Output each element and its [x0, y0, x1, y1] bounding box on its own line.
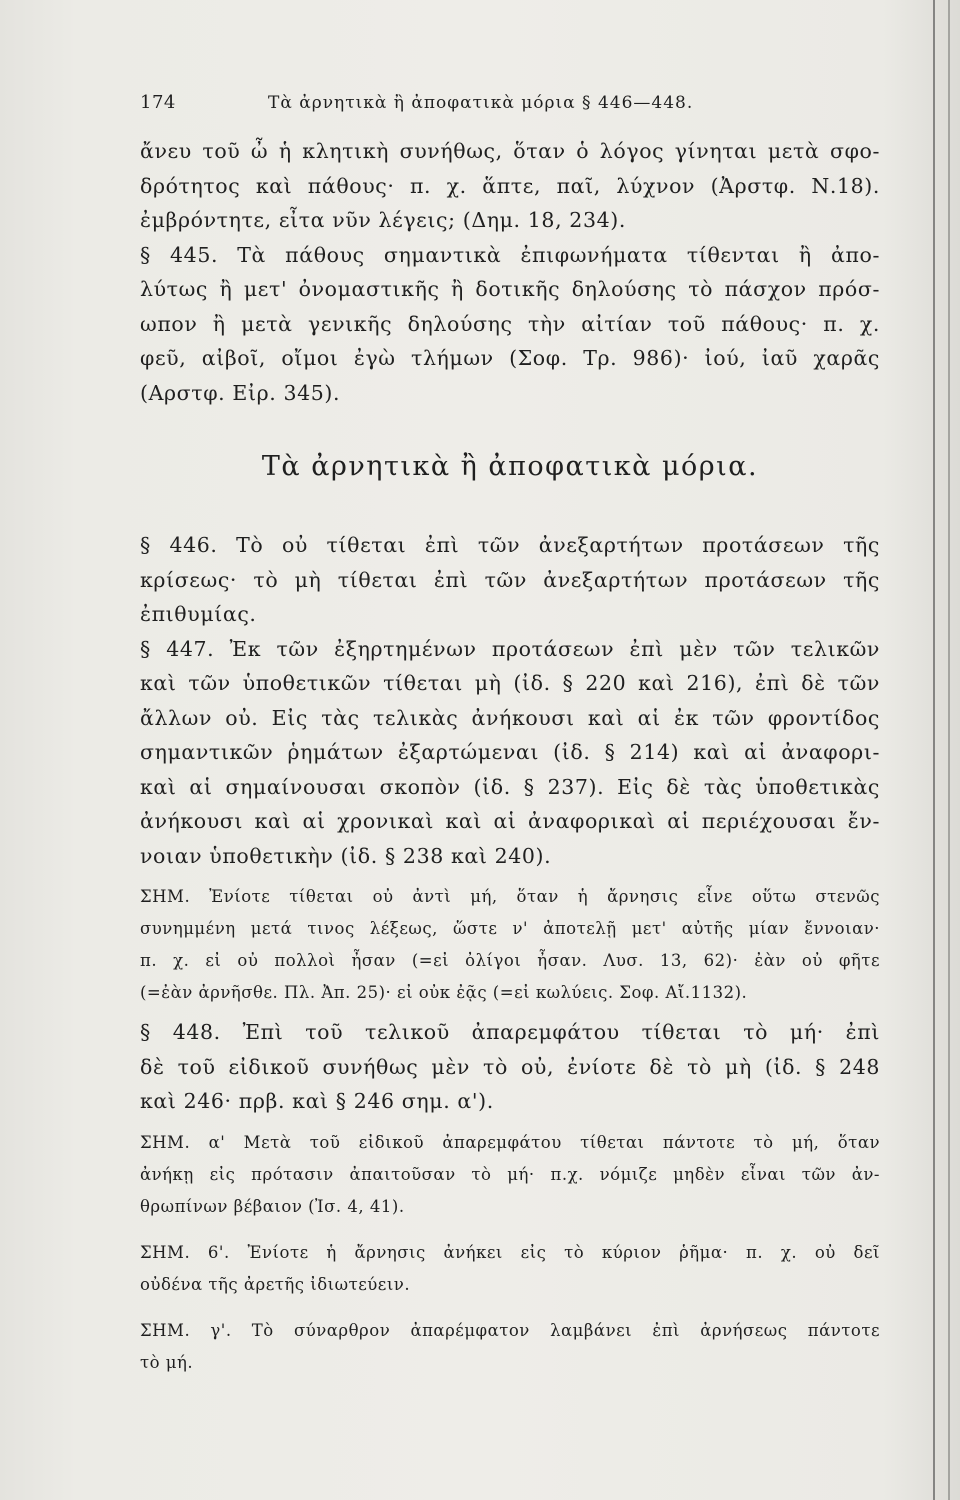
note-line: ΣΗΜ. γ'. Τὸ σύναρθρον ἀπαρέμφατον λαμβάνει ἐπὶ ἀρνήσεως πάντοτε [140, 1320, 880, 1340]
note-447 [140, 881, 880, 1009]
running-head: Τὰ ἀρνητικὰ ἢ ἀποφατικὰ μόρια § 446—448. [268, 93, 694, 113]
text-line: ἄλλων οὐ. Εἰς τὰς τελικὰς ἀνήκουσι καὶ αἱ ἐκ τῶν φροντίδος [140, 705, 880, 730]
note-line: ΣΗΜ. Ἐνίοτε τίθεται οὐ ἀντὶ μή, ὅταν ἡ ἄρνησις εἶνε οὕτω στενῶς [140, 887, 880, 906]
note-448-b [140, 1237, 880, 1301]
page-number: 174 [140, 92, 176, 113]
text-line: § 446. Τὸ οὐ τίθεται ἐπὶ τῶν ἀνεξαρτήτων προτάσεων τῆς [140, 533, 880, 557]
note-line: ΣΗΜ. α' Μετὰ τοῦ εἰδικοῦ ἀπαρεμφάτου τίθεται πάντοτε τὸ μή, ὅταν [140, 1132, 880, 1152]
note-448-a [140, 1127, 880, 1223]
paragraph-445 [140, 238, 880, 411]
intro-paragraph [140, 134, 880, 238]
text-line: καὶ 246· πρβ. καὶ § 246 σημ. α'). [140, 1089, 494, 1113]
text-line: καὶ αἱ σημαίνουσαι σκοπὸν (ἰδ. § 237). Εἰς δὲ τὰς ὑποθετικὰς [140, 774, 880, 799]
page-edge-line-outer [948, 0, 950, 1500]
page-edge-line [933, 0, 935, 1500]
note-line: ΣΗΜ. 6'. Ἐνίοτε ἡ ἄρνησις ἀνήκει εἰς τὸ κύριον ῥῆμα· π. χ. οὐ δεῖ [140, 1242, 880, 1262]
note-line: ἀνήκῃ εἰς πρότασιν ἀπαιτοῦσαν τὸ μή· π.χ. νόμιζε μηδὲν εἶναι τῶν ἀν- [140, 1164, 880, 1184]
page-header [140, 92, 880, 122]
text-line: § 445. Τὰ πάθους σημαντικὰ ἐπιφωνήματα τίθενται ἢ ἀπο- [140, 242, 880, 267]
text-line: ἄνευ τοῦ ὦ ἡ κλητικὴ συνήθως, ὅταν ὁ λόγος γίνηται μετὰ σφο- [140, 139, 880, 163]
page-content [140, 92, 880, 1379]
note-448-c [140, 1315, 880, 1379]
text-line: νοιαν ὑποθετικὴν (ἰδ. § 238 καὶ 240). [140, 843, 552, 868]
paragraph-446 [140, 528, 880, 632]
text-line: δὲ τοῦ εἰδικοῦ συνήθως μὲν τὸ οὐ, ἐνίοτε δὲ τὸ μὴ (ἰδ. § 248 [140, 1054, 880, 1079]
text-line: ἀνήκουσι καὶ αἱ χρονικαὶ καὶ αἱ ἀναφορικαὶ αἱ περιέχουσαι ἔν- [140, 809, 880, 833]
note-line: οὐδένα τῆς ἀρετῆς ἰδιωτεύειν. [140, 1274, 411, 1294]
note-line: θρωπίνων βέβαιον (Ἰσ. 4, 41). [140, 1196, 405, 1216]
text-line: καὶ τῶν ὑποθετικῶν τίθεται μὴ (ἰδ. § 220 καὶ 216), ἐπὶ δὲ τῶν [140, 671, 880, 695]
text-line: δρότητος καὶ πάθους· π. χ. ἅπτε, παῖ, λύχνον (Ἀρστφ. Ν.18). [140, 173, 880, 198]
section-title: Τὰ ἀρνητικὰ ἢ ἀποφατικὰ μόρια. [261, 451, 759, 482]
text-line: φεῦ, αἰβοῖ, οἴμοι ἐγὼ τλήμων (Σοφ. Τρ. 986)· ἰού, ἰαῦ χαρᾶς [140, 346, 880, 370]
paragraph-447 [140, 632, 880, 874]
text-line: ωπον ἢ μετὰ γενικῆς δηλούσης τὴν αἰτίαν τοῦ πάθους· π. χ. [140, 311, 880, 336]
text-line: ἐμβρόντητε, εἶτα νῦν λέγεις; (Δημ. 18, 234). [140, 208, 626, 232]
text-line: § 448. Ἐπὶ τοῦ τελικοῦ ἀπαρεμφάτου τίθεται τὸ μή· ἐπὶ [140, 1020, 880, 1044]
note-line: τὸ μή. [140, 1352, 194, 1372]
text-line: § 447. Ἐκ τῶν ἐξηρτημένων προτάσεων ἐπὶ μὲν τῶν τελικῶν [140, 636, 880, 661]
text-line: ἐπιθυμίας. [140, 602, 257, 626]
note-line: (=ἐὰν ἀρνῆσθε. Πλ. Ἀπ. 25)· εἰ οὐκ ἐᾷς (=εἰ κωλύεις. Σοφ. Αἴ.1132). [140, 983, 748, 1002]
text-line: λύτως ἢ μετ' ὀνομαστικῆς ἢ δοτικῆς δηλούσης τὸ πάσχον πρόσ- [140, 277, 880, 301]
note-line: π. χ. εἰ οὐ πολλοὶ ἦσαν (=εἰ ὀλίγοι ἦσαν. Λυσ. 13, 62)· ἐὰν οὐ φῆτε [140, 951, 880, 970]
note-line: συνημμένη μετά τινος λέξεως, ὥστε ν' ἀποτελῇ μετ' αὐτῆς μίαν ἔννοιαν· [140, 919, 880, 938]
text-line: (Αρστφ. Εἰρ. 345). [140, 380, 341, 405]
text-line: κρίσεως· τὸ μὴ τίθεται ἐπὶ τῶν ἀνεξαρτήτων προτάσεων τῆς [140, 567, 880, 592]
text-line: σημαντικῶν ῥημάτων ἐξαρτώμεναι (ἰδ. § 214) καὶ αἱ ἀναφορι- [140, 740, 880, 764]
paragraph-448 [140, 1015, 880, 1119]
